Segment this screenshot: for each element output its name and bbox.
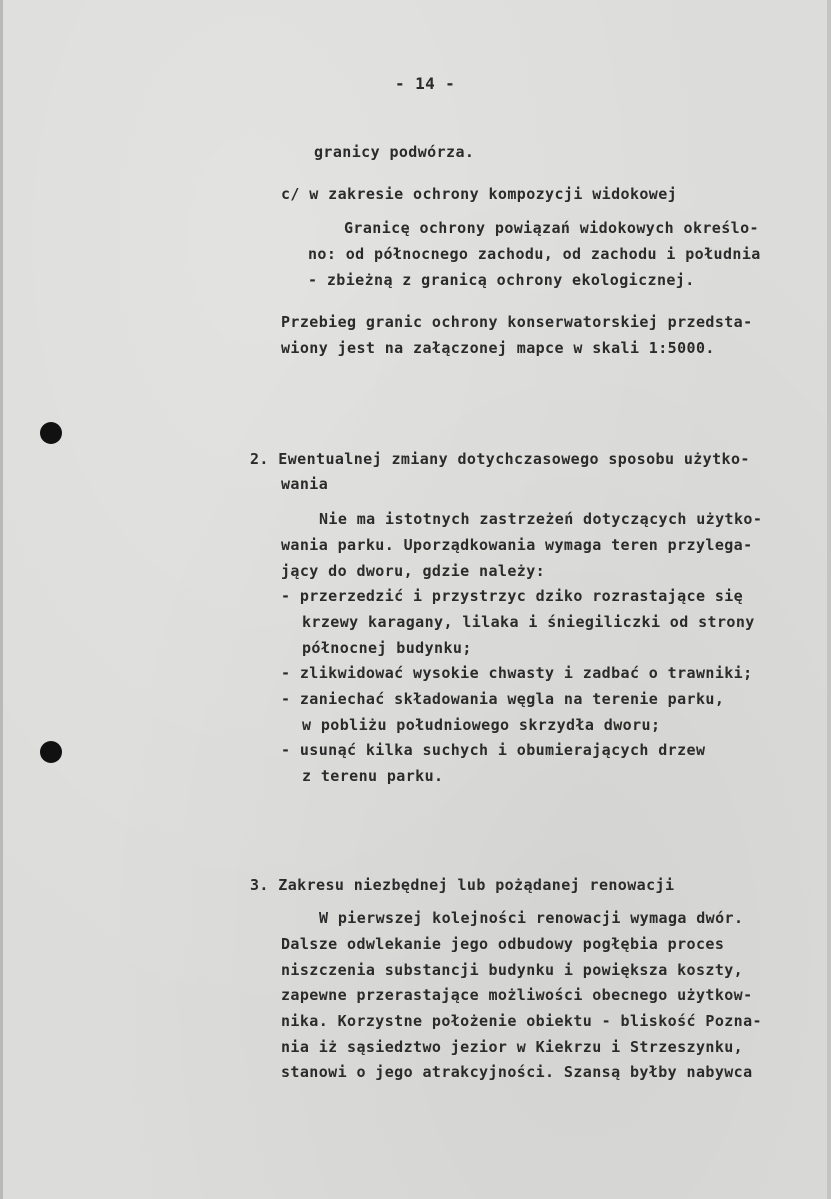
list-item: krzewy karagany, lilaka i śniegiliczki od strony: [302, 613, 755, 631]
text-line: wania parku. Uporządkowania wymaga teren przylega-: [281, 536, 753, 554]
list-item: - przerzedzić i przystrzyc dziko rozrastające się: [281, 587, 744, 605]
text-line: nia iż sąsiedztwo jezior w Kiekrzu i Strzeszynku,: [281, 1038, 744, 1056]
text-line: Dalsze odwlekanie jego odbudowy pogłębia proces: [281, 935, 725, 953]
page-edge: [827, 0, 831, 1199]
text-line: jący do dworu, gdzie należy:: [281, 562, 546, 580]
text-line: Granicę ochrony powiązań widokowych określo-: [344, 219, 759, 237]
punch-hole-bottom: [40, 741, 62, 763]
text-line: - zbieżną z granicą ochrony ekologicznej.: [308, 271, 695, 289]
list-item: - zaniechać składowania węgla na terenie parku,: [281, 690, 725, 708]
subsection-heading: c/ w zakresie ochrony kompozycji widokowej: [281, 185, 678, 203]
text-line: zapewne przerastające możliwości obecnego użytkow-: [281, 986, 753, 1004]
text-line: granicy podwórza.: [314, 143, 475, 161]
list-item: - zlikwidować wysokie chwasty i zadbać o trawniki;: [281, 664, 753, 682]
list-item: z terenu parku.: [302, 767, 444, 785]
text-line: Nie ma istotnych zastrzeżeń dotyczących użytko-: [319, 510, 763, 528]
text-line: stanowi o jego atrakcyjności. Szansą byłby nabywca: [281, 1063, 753, 1081]
list-item: w pobliżu południowego skrzydła dworu;: [302, 716, 661, 734]
section-heading: 2. Ewentualnej zmiany dotychczasowego sposobu użytko-: [250, 450, 750, 468]
section-heading: 3. Zakresu niezbędnej lub pożądanej renowacji: [250, 876, 675, 894]
text-line: no: od północnego zachodu, od zachodu i południa: [308, 245, 761, 263]
section-heading: wania: [281, 475, 329, 493]
text-line: Przebieg granic ochrony konserwatorskiej przedsta-: [281, 313, 753, 331]
list-item: - usunąć kilka suchych i obumierających drzew: [281, 741, 706, 759]
list-item: północnej budynku;: [302, 639, 472, 657]
text-line: wiony jest na załączonej mapce w skali 1:5000.: [281, 339, 715, 357]
page-number: - 14 -: [395, 74, 456, 93]
text-line: nika. Korzystne położenie obiektu - bliskość Pozna-: [281, 1012, 762, 1030]
text-line: W pierwszej kolejności renowacji wymaga dwór.: [319, 909, 744, 927]
punch-hole-top: [40, 422, 62, 444]
text-line: niszczenia substancji budynku i powiększa koszty,: [281, 961, 744, 979]
